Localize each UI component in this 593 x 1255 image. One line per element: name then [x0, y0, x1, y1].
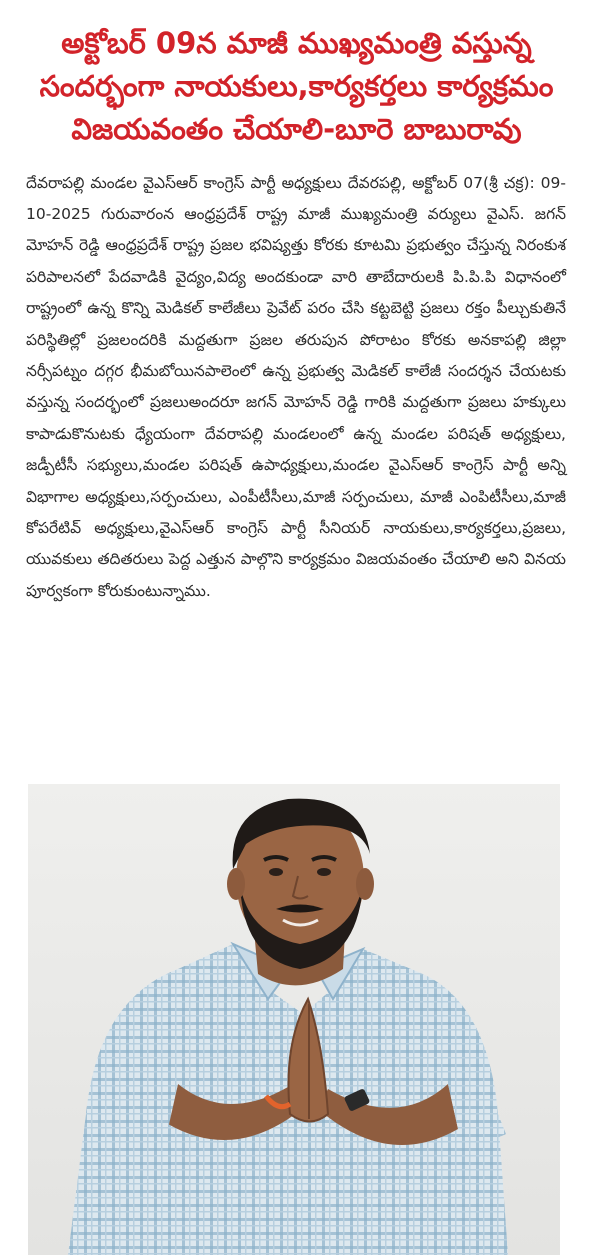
article-headline: [10, 22, 583, 151]
headline-line-3: విజయవంతం చేయాలి-బూరె బాబురావు: [71, 112, 522, 146]
article-photo: [28, 784, 560, 1255]
clipped-previous-text: [0, 0, 593, 14]
article-body: దేవరాపల్లి మండల వైఎస్ఆర్ కాంగ్రెస్ పార్టీ అధ్యక్షులు దేవరపల్లి, అక్టోబర్ 07(శ్రీ చక్ర): 09-10-2025 గురువారంన ఆంధ్రప్రదేశ్ రాష్ట్ర మాజీ ముఖ్యమంత్రి వర్యులు వైఎస్. జగన్ మోహన్ రెడ్డి ఆంధ్రప్రదేశ్ రాష్ట్ర ప్రజల భవిష్యత్తు కోరకు కూటమి ప్రభుత్వం చేస్తున్న నిరంకుశ పరిపాలనలో పేదవాడికి వైద్యం,విద్య అందకుండా వారి తాబేదారులకి పి.పి.పి విధానంలో రాష్ట్రంలో ఉన్న కొన్ని మెడికల్ కాలేజీలు ప్రెవేట్ పరం చేసి కట్టబెట్టి ప్రజలు రక్తం పీల్చుకుతినే పరిస్థితిల్లో ప్రజలందరికి మద్దతుగా ప్రజల తరుపున పోరాటం కోరకు అనకాపల్లి జిల్లా నర్సీపట్నం దగ్గర భీమబోయినపాలెంలో ఉన్న ప్రభుత్వ మెడికల్ కాలేజీ సందర్శన చేయటకు వస్తున్న సందర్భంలో ప్రజలుఅందరూ జగన్ మోహన్ రెడ్డి గారికి మద్దతుగా ప్రజలు హక్కులు కాపాడుకొనుటకు ధ్యేయంగా దేవరాపల్లి మండలంలో ఉన్న మండల పరిషత్ అధ్యక్షులు, జడ్పీటీసీ సభ్యులు,మండల పరిషత్ ఉపాధ్యక్షులు,మండల వైఎస్ఆర్ కాంగ్రెస్ పార్టీ అన్ని విభాగాల అధ్యక్షులు,సర్పంచులు, ఎంపీటీసీలు,మాజీ సర్పంచులు, మాజీ ఎంపిటీసీలు,మాజీ కోపరేటివ్ అధ్యక్షులు,వైఎస్ఆర్ కాంగ్రెస్ పార్టీ సీనియర్ నాయకులు,కార్యకర్తలు,ప్రజలు, యువకులు తదితరులు పెద్ద ఎత్తున పాల్గొని కార్యక్రమం విజయవంతం చేయాలి అని వినయ పూర్వకంగా కోరుకుంటున్నాము.: [26, 173, 566, 600]
headline-line-2: సందర్భంగా నాయకులు,కార్యకర్తలు కార్యక్రమం: [39, 69, 554, 103]
headline-line-1: అక్టోబర్ 09న మాజీ ముఖ్యమంత్రి వస్తున్న: [61, 26, 532, 60]
portrait-illustration: [28, 784, 560, 1255]
